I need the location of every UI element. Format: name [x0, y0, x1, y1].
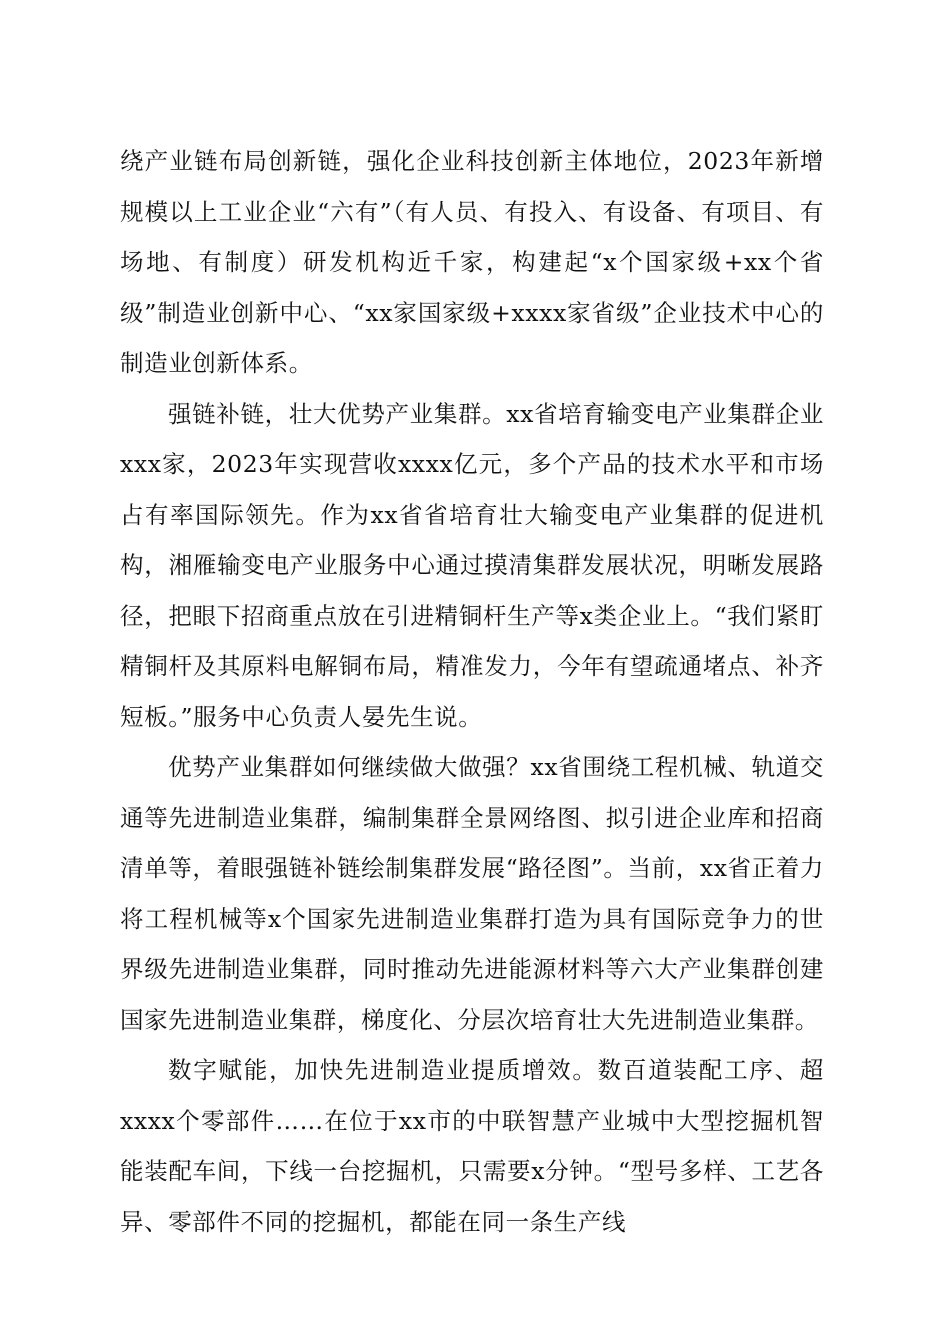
paragraph-industry-cluster: 优势产业集群如何继续做大做强？xx省围绕工程机械、轨道交通等先进制造业集群，编制集群全景网络图、拟引进企业库和招商清单等，着眼强链补链绘制集群发展“路径图”。当前，xx省正着力将工程机械等x个国家先进制造业集群打造为具有国际竞争力的世界级先进制造业集群，同时推动先进能源材料等六大产业集群创建国家先进制造业集群，梯度化、分层次培育壮大先进制造业集群。	[120, 753, 824, 1034]
paragraph-innovation-chain: 绕产业链布局创新链，强化企业科技创新主体地位，2023年新增规模以上工业企业“六有”（有人员、有投入、有设备、有项目、有场地、有制度）研发机构近千家，构建起“x个国家级+xx个省级”制造业创新中心、“xx家国家级+xxxx家省级”企业技术中心的制造业创新体系。	[120, 147, 824, 377]
paragraph-strengthen-chain: 强链补链，壮大优势产业集群。xx省培育输变电产业集群企业xxx家，2023年实现营收xxxx亿元，多个产品的技术水平和市场占有率国际领先。作为xx省省培育壮大输变电产业集群的促进机构，湘雁输变电产业服务中心通过摸清集群发展状况，明晰发展路径，把眼下招商重点放在引进精铜杆生产等x类企业上。“我们紧盯精铜杆及其原料电解铜布局，精准发力，今年有望疏通堵点、补齐短板。”服务中心负责人晏先生说。	[120, 399, 824, 731]
paragraph-digital-empowerment: 数字赋能，加快先进制造业提质增效。数百道装配工序、超xxxx个零部件……在位于xx市的中联智慧产业城中大型挖掘机智能装配车间，下线一台挖掘机，只需要x分钟。“型号多样、工艺各异、零部件不同的挖掘机，都能在同一条生产线	[120, 1056, 824, 1236]
document-page	[120, 136, 824, 1247]
